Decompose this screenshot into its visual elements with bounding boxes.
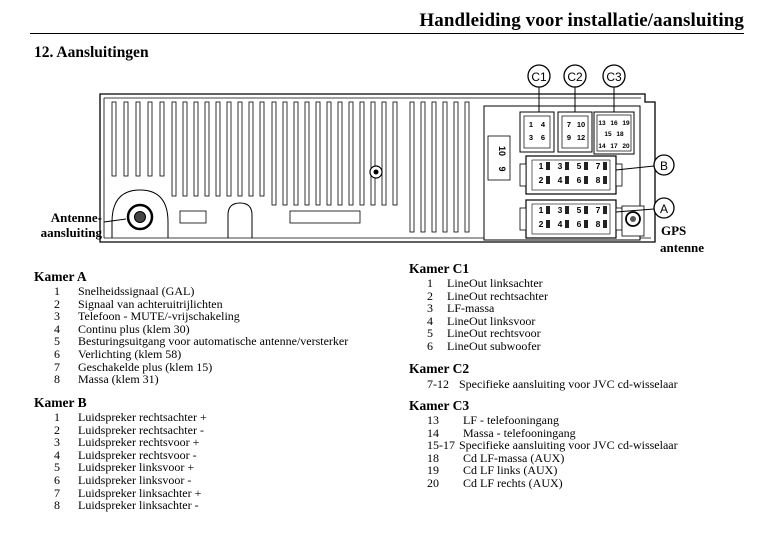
list-item: 4 Luidspreker rechtsvoor - [54, 447, 197, 462]
kamer-c1-title: Kamer C1 [409, 261, 470, 276]
slot-label: 10 [497, 145, 507, 157]
list-item: 18 Cd LF-massa (AUX) [427, 450, 565, 465]
pin-label: 3 [557, 205, 563, 215]
pin-contact [584, 220, 588, 228]
list-item: 6 LineOut subwoofer [427, 338, 541, 353]
pin-contact [565, 176, 569, 184]
list-item: 19 Cd LF links (AUX) [427, 463, 558, 478]
pin-contact [565, 220, 569, 228]
heatsink-fin [360, 102, 364, 205]
pin-contact [584, 206, 588, 214]
pin-contact [565, 162, 569, 170]
list-item: 15-17 Specifieke aansluiting voor JVC cd-wisselaar [427, 438, 678, 453]
pin-contact [603, 162, 607, 170]
heatsink-fin [327, 102, 331, 205]
connector-b [520, 156, 622, 194]
heatsink-fin [148, 102, 152, 176]
callout-label: C3 [606, 70, 622, 84]
pin-contact [603, 206, 607, 214]
pin-label: 1 [528, 120, 534, 129]
heatsink-fin [443, 102, 447, 232]
list-item: 3 LF-massa [427, 301, 495, 316]
kamer-c3-title: Kamer C3 [409, 398, 470, 413]
heatsink-fin [305, 102, 309, 205]
pin-label: 10 [576, 120, 586, 129]
list-item: 4 Continu plus (klem 30) [54, 321, 190, 336]
pin-label: 3 [557, 161, 563, 171]
pin-label: 18 [616, 131, 624, 138]
list-item: 4 LineOut linksvoor [427, 313, 536, 328]
pin-label: 4 [540, 120, 546, 129]
heatsink-fin [432, 102, 436, 232]
heatsink-fin [454, 102, 458, 232]
pin-contact [603, 220, 607, 228]
kamer-c2-block [409, 361, 678, 391]
list-item: 5 LineOut rechtsvoor [427, 326, 541, 341]
heatsink-fin [205, 102, 209, 196]
heatsink-fin [260, 102, 264, 196]
kamer-a-block [34, 269, 348, 386]
pin-contact [603, 176, 607, 184]
pin-label: 4 [557, 175, 563, 185]
kamer-c2-title: Kamer C2 [409, 361, 470, 376]
pin-label: 2 [538, 219, 544, 229]
section-title: 12. Aansluitingen [34, 44, 149, 61]
pin-label: 8 [595, 175, 601, 185]
kamer-b-list [34, 411, 207, 512]
heatsink-fin [283, 102, 287, 205]
kamer-b-block [34, 395, 207, 512]
pin-label: 20 [622, 143, 630, 150]
kamer-c1-list [409, 277, 548, 353]
connector-c3 [594, 112, 634, 154]
list-item: 2 Signaal van achteruitrijlichten [54, 296, 223, 311]
pin-label: 19 [622, 120, 630, 127]
heatsink-fin [316, 102, 320, 205]
pin-label: 7 [595, 205, 601, 215]
kamer-c2-list [409, 378, 678, 391]
pin-label: 1 [538, 161, 544, 171]
pin-label: 4 [557, 219, 563, 229]
heatsink-fin [294, 102, 298, 205]
heatsink-fin [227, 102, 231, 196]
list-item: 2 LineOut rechtsachter [427, 288, 548, 303]
list-item: 6 Luidspreker linksvoor - [54, 472, 192, 487]
list-item: 1 Snelheidssignaal (GAL) [54, 284, 195, 298]
pin-label: 6 [540, 133, 546, 142]
kamer-c1-block [409, 261, 548, 353]
list-item: 7 Luidspreker linksachter + [54, 485, 202, 500]
pin-label: 7 [566, 120, 572, 129]
slot-label: 9 [497, 166, 507, 172]
pin-label: 13 [598, 120, 606, 127]
pin-label: 17 [610, 143, 618, 150]
heatsink-fin [160, 102, 164, 176]
pin-label: 15 [604, 131, 612, 138]
pin-label: 16 [610, 120, 618, 127]
pin-contact [584, 176, 588, 184]
list-item: 8 Massa (klem 31) [54, 372, 159, 387]
pin-contact [546, 162, 550, 170]
pin-label: 3 [528, 133, 534, 142]
callout-label: A [659, 202, 669, 216]
pin-label: 2 [538, 175, 544, 185]
connector-a [520, 200, 622, 238]
list-item: 2 Luidspreker rechtsachter - [54, 422, 204, 437]
list-item: 1 Luidspreker rechtsachter + [54, 410, 207, 424]
kamer-a-title: Kamer A [34, 269, 87, 284]
list-item: 8 Luidspreker linksachter - [54, 498, 199, 513]
kamer-b-title: Kamer B [34, 395, 87, 410]
pin-label: 1 [538, 205, 544, 215]
pin-label: 6 [576, 219, 582, 229]
pin-contact [546, 176, 550, 184]
heatsink-fin [410, 102, 414, 232]
pin-label: 7 [595, 161, 601, 171]
pin-contact [565, 206, 569, 214]
pin-contact [546, 220, 550, 228]
pin-label: 14 [598, 143, 606, 150]
list-item: 5 Luidspreker linksvoor + [54, 460, 195, 475]
heatsink-fin [124, 102, 128, 176]
heatsink-fin [194, 102, 198, 196]
list-item: 7-12 Specifieke aansluiting voor JVC cd-wisselaar [427, 377, 678, 391]
list-item: 20 Cd LF rechts (AUX) [427, 475, 563, 490]
pin-contact [546, 206, 550, 214]
pin-label: 8 [595, 219, 601, 229]
heatsink-fin [393, 102, 397, 205]
list-item: 13 LF - telefooningang [427, 413, 559, 427]
heatsink-fin [136, 102, 140, 176]
pin-contact [584, 162, 588, 170]
pin-label: 6 [576, 175, 582, 185]
heatsink-fin [272, 102, 276, 205]
heatsink-fin [349, 102, 353, 205]
list-item: 3 Telefoon - MUTE/-vrijschakeling [54, 309, 240, 324]
heatsink-fin [249, 102, 253, 196]
heatsink-fin [238, 102, 242, 196]
list-item: 14 Massa - telefooningang [427, 425, 576, 440]
heatsink-fin [421, 102, 425, 232]
pin-label: 5 [576, 161, 582, 171]
kamer-a-list [34, 285, 348, 386]
heatsink-fin [465, 102, 469, 232]
gps-antenna-label: GPS antenne [660, 223, 705, 255]
callout-label: C2 [567, 70, 583, 84]
heatsink-fin [371, 102, 375, 205]
heatsink-fin [183, 102, 187, 196]
pin-label: 9 [566, 133, 572, 142]
heatsink-fin [216, 102, 220, 196]
callout-label: C1 [531, 70, 547, 84]
list-item: 1 LineOut linksachter [427, 276, 543, 290]
antenna-connection-label: Antenne- aansluiting [40, 210, 102, 240]
callout-label: B [659, 159, 669, 173]
list-item: 7 Geschakelde plus (klem 15) [54, 359, 213, 374]
heatsink-fin [338, 102, 342, 205]
heatsink-fin [172, 102, 176, 196]
pin-label: 12 [576, 133, 586, 142]
connector-c1 [520, 112, 554, 152]
kamer-c3-block [409, 398, 678, 490]
heatsink-fin [112, 102, 116, 176]
connector-c2 [558, 112, 592, 152]
list-item: 5 Besturingsuitgang voor automatische antenne/versterker [54, 334, 349, 349]
document-header-title: Handleiding voor installatie/aansluiting [419, 10, 744, 31]
kamer-c3-list [409, 414, 678, 490]
heatsink-fin [382, 102, 386, 205]
pin-label: 5 [576, 205, 582, 215]
list-item: 3 Luidspreker rechtsvoor + [54, 435, 200, 450]
list-item: 6 Verlichting (klem 58) [54, 346, 182, 361]
